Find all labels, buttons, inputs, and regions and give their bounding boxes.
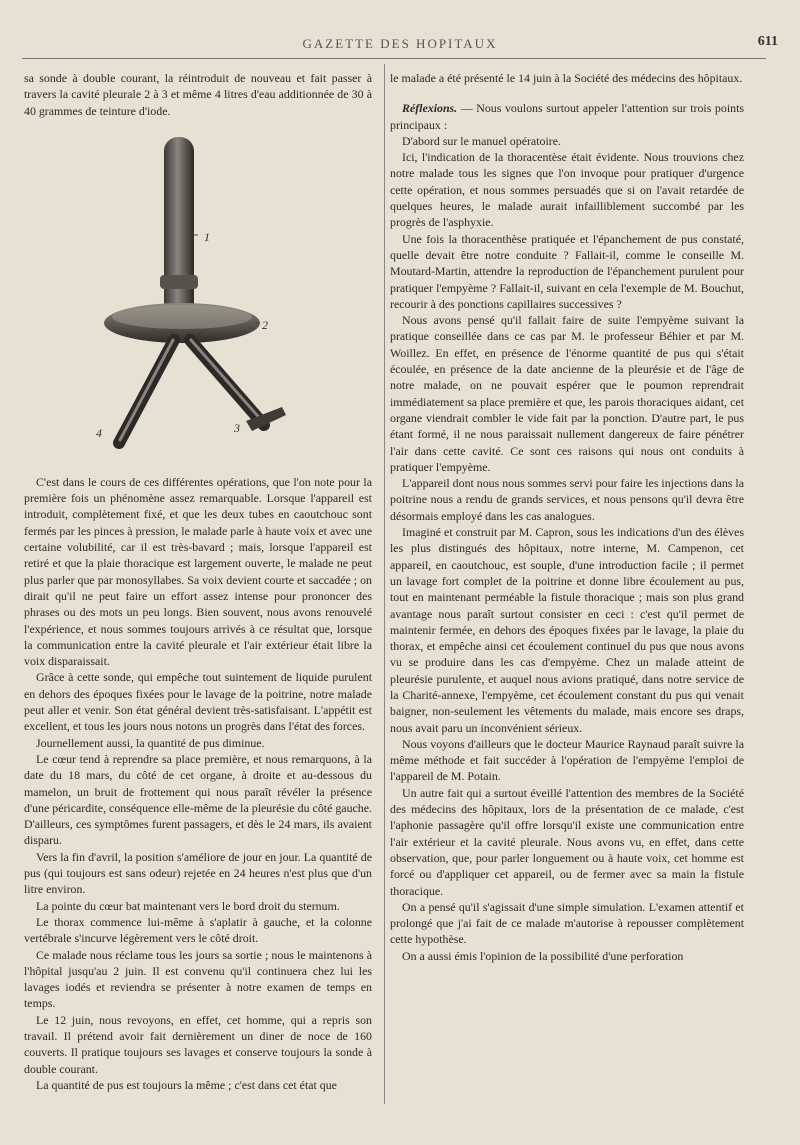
figure-label-4: 4 [96, 425, 102, 440]
left-paragraph: Ce malade nous réclame tous les jours sa sortie ; nous le maintenons à l'hôpital jusqu'au 2 juin. Il est convenu qu'il continuera chez lui les lavages iodés et reviendra se présenter à notre examen de temps en temps. [24, 947, 372, 1011]
right-paragraph: Imaginé et construit par M. Capron, sous les indications d'un des élèves les plus distingués des hôpitaux, notre interne, M. Campenon, cet appareil, en caoutchouc, est souple, d'une introduction facile ; il permet un lavage fort complet de la poitrine et donne libre écoulement au pus, tout en maintenant perméable la fistule thoracique ; mais son plus grand avantage nous paraît surtout consister en ceci : c'est qu'il permet de maintenir fermée, en dehors des époques fixées par le lavage, la plaie du thorax, et empêche ainsi cet écoulement continuel du pus que nous avons vu se produire dans les cas d'empyème. Chez un malade atteint de pleurésie purulente, et auquel nous avions pratiqué, dans notre service de la Charité-annexe, l'empyème, cet écoulement constant du pus qui venait baigner, non-seulement les vêtements du malade, mais encore ses draps, nous avait paru un inconvénient sérieux. [390, 525, 744, 735]
reflexions-text: — Nous voulons surtout appeler l'attention sur trois points principaux : [390, 101, 744, 132]
reflexions-heading: Réflexions. [402, 101, 458, 116]
reflexions-paragraph [390, 100, 744, 133]
left-paragraph: La pointe du cœur bat maintenant vers le bord droit du sternum. [36, 898, 340, 913]
left-intro-paragraph: sa sonde à double courant, la réintroduit de nouveau et fait passer à travers la cavité pleurale 2 à 3 et même 4 litres d'eau additionnée de 30 à 40 grammes de teinture d'iode. [24, 71, 372, 118]
right-paragraph: D'abord sur le manuel opératoire. [402, 133, 561, 148]
left-paragraph: Le cœur tend à reprendre sa place première, et nous remarquons, à la date du 18 mars, du côté de cet organe, à droite et au-dessous du mamelon, un bruit de frottement qui nous paraît révéler la présence d'une péricardite, conséquence elle-même de la pleurésie du côté gauche. D'ailleurs, ces symptômes furent passagers, et dès le 24 mars, ils avaient disparu. [24, 751, 372, 848]
figure-label-2: 2 [262, 317, 268, 332]
right-paragraph: L'appareil dont nous nous sommes servi pour faire les injections dans la poitrine nous a rendu de grands services, et nous pensons qu'il devra être désormais employé dans les cas analogues. [390, 476, 744, 523]
right-paragraph: On a pensé qu'il s'agissait d'une simple simulation. L'examen attentif et prolongé que j'ai fait de ce malade m'autorise à repousser complètement cette hypothèse. [390, 899, 744, 947]
left-paragraph: Journellement aussi, la quantité de pus diminue. [36, 735, 265, 750]
right-column [390, 70, 744, 964]
header-rule [22, 58, 766, 59]
right-intro-paragraph: le malade a été présenté le 14 juin à la Société des médecins des hôpitaux. [390, 71, 743, 85]
left-paragraph: Le 12 juin, nous revoyons, en effet, cet homme, qui a repris son travail. Il prétend avoir fait dernièrement un diner de noce de 160 couverts. Il pratique toujours ses lavages et conserve toujours la sonde à double courant. [24, 1012, 372, 1076]
left-paragraph: Grâce à cette sonde, qui empêche tout suintement de liquide purulent en dehors des époques fixées pour le lavage de la poitrine, notre malade peut aller et venir. Son état général devient très-satisfaisant. L'appétit est excellent, et tous les jours nous notons un progrès dans l'état des forces. [24, 670, 372, 734]
running-title: GAZETTE DES HOPITAUX [302, 36, 498, 51]
page-number: 611 [757, 34, 778, 49]
right-paragraph: Une fois la thoracenthèse pratiquée et l'épanchement de pus constaté, quelle devait être notre conduite ? Fallait-il, comme le conseille M. Moutard-Martin, attendre la reproduction de l'épanchement purulent pour pratiquer l'empyème ? Fallait-il, suivant en cela l'exemple de M. Bouchut, recourir à des ponctions capillaires successives ? [390, 231, 744, 311]
left-paragraph: La quantité de pus est toujours la même ; c'est dans cet état que [36, 1077, 337, 1092]
column-divider [384, 64, 385, 1104]
left-paragraph: Le thorax commence lui-même à s'aplatir à gauche, et la colonne vertébrale s'incurve légèrement vers le côté droit. [24, 914, 372, 946]
right-paragraph: Nous voyons d'ailleurs que le docteur Maurice Raynaud paraît suivre la même méthode et fait succéder à l'opération de l'empyème l'emploi de l'appareil de M. Potain. [390, 736, 744, 784]
left-paragraph: Vers la fin d'avril, la position s'améliore de jour en jour. La quantité de pus (qui toujours est sans odeur) rejetée en 24 heures n'est plus que d'un litre environ. [24, 849, 372, 897]
left-column [24, 70, 372, 1093]
right-paragraph: Nous avons pensé qu'il fallait faire de suite l'empyème suivant la pratique conseillée dans ce cas par M. le professeur Béhier et par M. Woillez. En effet, en présence de l'énorme quantité de pus qui s'était écoulée, en présence de la date ancienne de la pleurésie et de l'âge de notre malade, on ne pouvait espérer que le poumon reprendrait immédiatement sa place première et que, les parois thoraciques aidant, cet organe viendrait combler le vide fait par la ponction. D'autre part, le pus étant formé, il ne nous paraissait nullement dangereux de faire pénétrer l'air dans cette cavité. Ce sont ces raisons qui nous ont conduits à pratiquer l'empyème. [390, 313, 744, 474]
figure-label-1: 1 [204, 229, 210, 244]
left-paragraph: C'est dans le cours de ces différentes opérations, que l'on note pour la première fois un phénomène assez remarquable. Lorsque l'appareil est introduit, complètement fixé, et que les deux tubes en caoutchouc sont fermés par les pinces à pression, le malade parle à haute voix et avec une certaine volubilité, car il est très-bavard ; mais, lorsque l'appareil est retiré et que la plaie thoracique est largement ouverte, le malade ne peut plus parler que par monosyllabes. Sa voix devient courte et saccadée ; on dirait qu'il ne peut faire un effort assez intense pour prononcer des phrases ou des mots un peu longs. Bien souvent, nous avons renouvelé l'expérience, et nous sommes toujours arrivés à ce résultat que, lorsque la communication entre la cavité pleurale et l'air extérieur était libre la voix disparaissait. [24, 474, 372, 669]
figure-label-3: 3 [234, 420, 240, 435]
sonde-illustration [24, 125, 372, 470]
right-paragraph: Ici, l'indication de la thoracentèse était évidente. Nous trouvions chez notre malade tous les signes que l'on invoque pour pratiquer d'urgence cette opération, et nous sommes persuadés que si on l'avait retardée de quelques heures, le malade aurait infailliblement succombé par les progrès de l'asphyxie. [390, 150, 744, 230]
right-paragraph: Un autre fait qui a surtout éveillé l'attention des membres de la Société des médecins des hôpitaux, lors de la présentation de ce malade, c'est l'aphonie passagère qu'il offre lorsqu'il existe une communication entre l'air extérieur et la cavité pleurale. Nous avons vu, en effet, dans cette observation, que, pour parler longuement ou à haute voix, cet homme est forcé ou d'appliquer cet appareil, ou de fermer avec sa main la fistule thoracique. [390, 785, 744, 898]
right-paragraph: On a aussi émis l'opinion de la possibilité d'une perforation [402, 948, 684, 963]
figure-double-current-sonde [24, 125, 372, 470]
sonde-tube [164, 137, 194, 317]
